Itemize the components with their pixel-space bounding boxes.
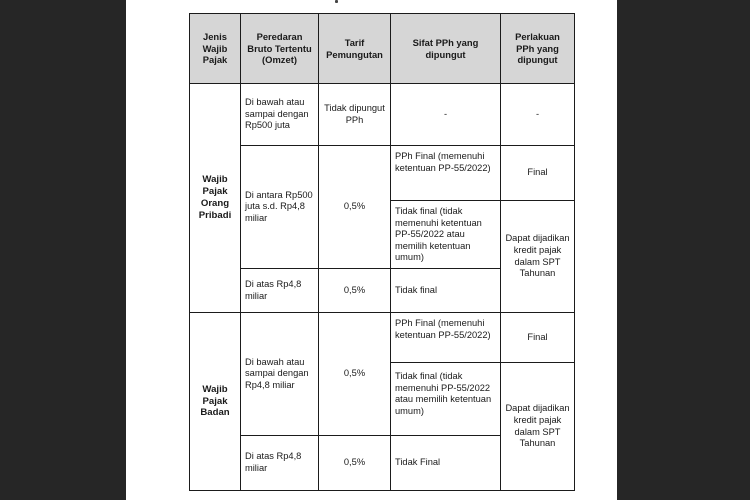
tarif-cell: 0,5%	[319, 436, 391, 491]
perlakuan-cell: Final	[501, 146, 575, 201]
tarif-cell: 0,5%	[319, 146, 391, 269]
sifat-cell: Tidak final (tidak memenuhi PP-55/2022 atau memilih ketentuan umum)	[391, 363, 501, 436]
sifat-cell: Tidak final (tidak memenuhi ketentuan PP-55/2022 atau memilih ketentuan umum)	[391, 201, 501, 269]
header-peredaran-bruto: Peredaran Bruto Tertentu (Omzet)	[241, 14, 319, 84]
sifat-cell: PPh Final (memenuhi ketentuan PP-55/2022)	[391, 313, 501, 363]
omzet-cell: Di bawah atau sampai dengan Rp4,8 miliar	[241, 313, 319, 436]
header-perlakuan-pph: Perlakuan PPh yang dipungut	[501, 14, 575, 84]
table-row	[190, 146, 575, 201]
omzet-cell: Di atas Rp4,8 miliar	[241, 436, 319, 491]
tarif-cell: 0,5%	[319, 269, 391, 313]
sifat-cell: -	[391, 84, 501, 146]
table-row	[190, 84, 575, 146]
table-row	[190, 313, 575, 363]
tax-rate-table	[189, 13, 575, 491]
page-top-mark	[335, 0, 338, 3]
omzet-cell: Di antara Rp500 juta s.d. Rp4,8 miliar	[241, 146, 319, 269]
omzet-cell: Di atas Rp4,8 miliar	[241, 269, 319, 313]
tarif-cell: 0,5%	[319, 313, 391, 436]
perlakuan-cell: -	[501, 84, 575, 146]
sifat-cell: PPh Final (memenuhi ketentuan PP-55/2022)	[391, 146, 501, 201]
header-jenis-wajib-pajak: Jenis Wajib Pajak	[190, 14, 241, 84]
wp-type-orang-pribadi: Wajib Pajak Orang Pribadi	[190, 84, 241, 313]
perlakuan-cell: Dapat dijadikan kredit pajak dalam SPT Tahunan	[501, 201, 575, 313]
wp-type-badan: Wajib Pajak Badan	[190, 313, 241, 491]
header-sifat-pph: Sifat PPh yang dipungut	[391, 14, 501, 84]
tarif-cell: Tidak dipungut PPh	[319, 84, 391, 146]
perlakuan-cell: Dapat dijadikan kredit pajak dalam SPT Tahunan	[501, 363, 575, 491]
perlakuan-cell: Final	[501, 313, 575, 363]
sifat-cell: Tidak Final	[391, 436, 501, 491]
omzet-cell: Di bawah atau sampai dengan Rp500 juta	[241, 84, 319, 146]
sifat-cell: Tidak final	[391, 269, 501, 313]
table-header-row	[190, 14, 575, 84]
header-tarif-pemungutan: Tarif Pemungutan	[319, 14, 391, 84]
